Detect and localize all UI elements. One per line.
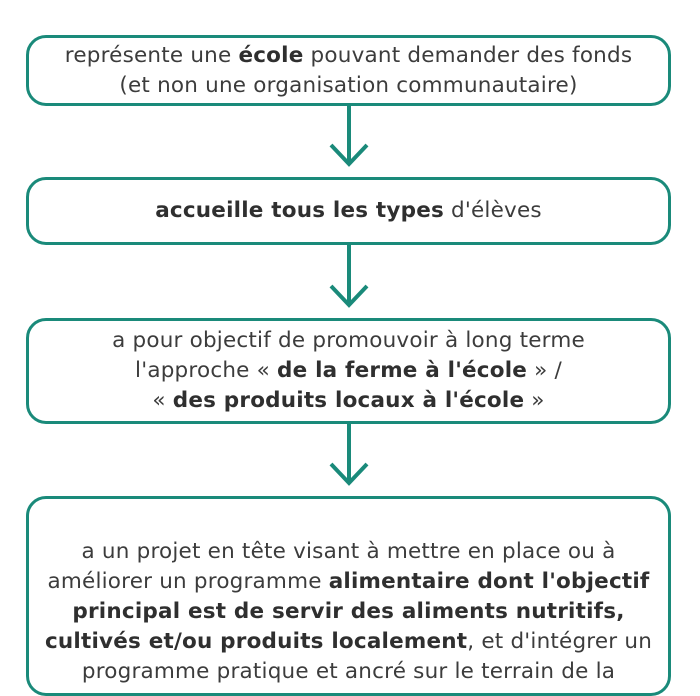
text: d'élèves — [444, 198, 542, 223]
step-box-1 — [26, 35, 671, 106]
bold-text: des produits locaux à l'école — [172, 388, 525, 413]
step-4-line-2 — [48, 567, 650, 597]
step-box-4 — [26, 496, 671, 696]
step-4-line-4 — [45, 627, 652, 657]
down-arrow-icon — [326, 245, 372, 318]
text: l'approche « — [135, 358, 278, 383]
bold-text: cultivés et/ou produits localement — [44, 629, 468, 654]
bold-text: principal est de servir des aliments nutritifs, — [72, 599, 625, 624]
step-1-line-2 — [119, 71, 577, 101]
step-1-line-1 — [65, 41, 633, 71]
bold-text: accueille tous les types — [155, 198, 444, 223]
text: « — [152, 388, 173, 413]
down-arrow-icon — [326, 106, 372, 177]
text: représente une — [64, 42, 239, 68]
step-3-line-2 — [135, 356, 562, 386]
bold-text: de la ferme à l'école — [277, 358, 528, 383]
step-4-line-5 — [82, 657, 615, 687]
text: programme pratique et ancré sur le terrain de la — [81, 659, 616, 684]
bold-text: alimentaire dont l'objectif — [328, 569, 650, 594]
step-3-line-1 — [112, 326, 585, 356]
text: , et d'intégrer un — [467, 629, 653, 654]
text: pouvant demander des fonds — [303, 42, 633, 68]
down-arrow-icon — [326, 424, 372, 496]
text: a un projet en tête visant à mettre en place ou à — [81, 539, 616, 564]
step-box-3 — [26, 318, 671, 424]
text: a pour objectif de promouvoir à long terme — [112, 328, 585, 353]
step-3-line-3 — [152, 386, 544, 416]
step-4-line-1 — [82, 537, 616, 567]
step-box-2 — [26, 177, 671, 245]
text: améliorer un programme — [47, 569, 329, 594]
step-4-line-3 — [72, 597, 624, 627]
text: » / — [527, 358, 562, 383]
step-2-line-1 — [155, 196, 542, 226]
bold-text: école — [238, 42, 304, 68]
text: (et non une organisation communautaire) — [119, 72, 578, 98]
text: » — [524, 388, 545, 413]
